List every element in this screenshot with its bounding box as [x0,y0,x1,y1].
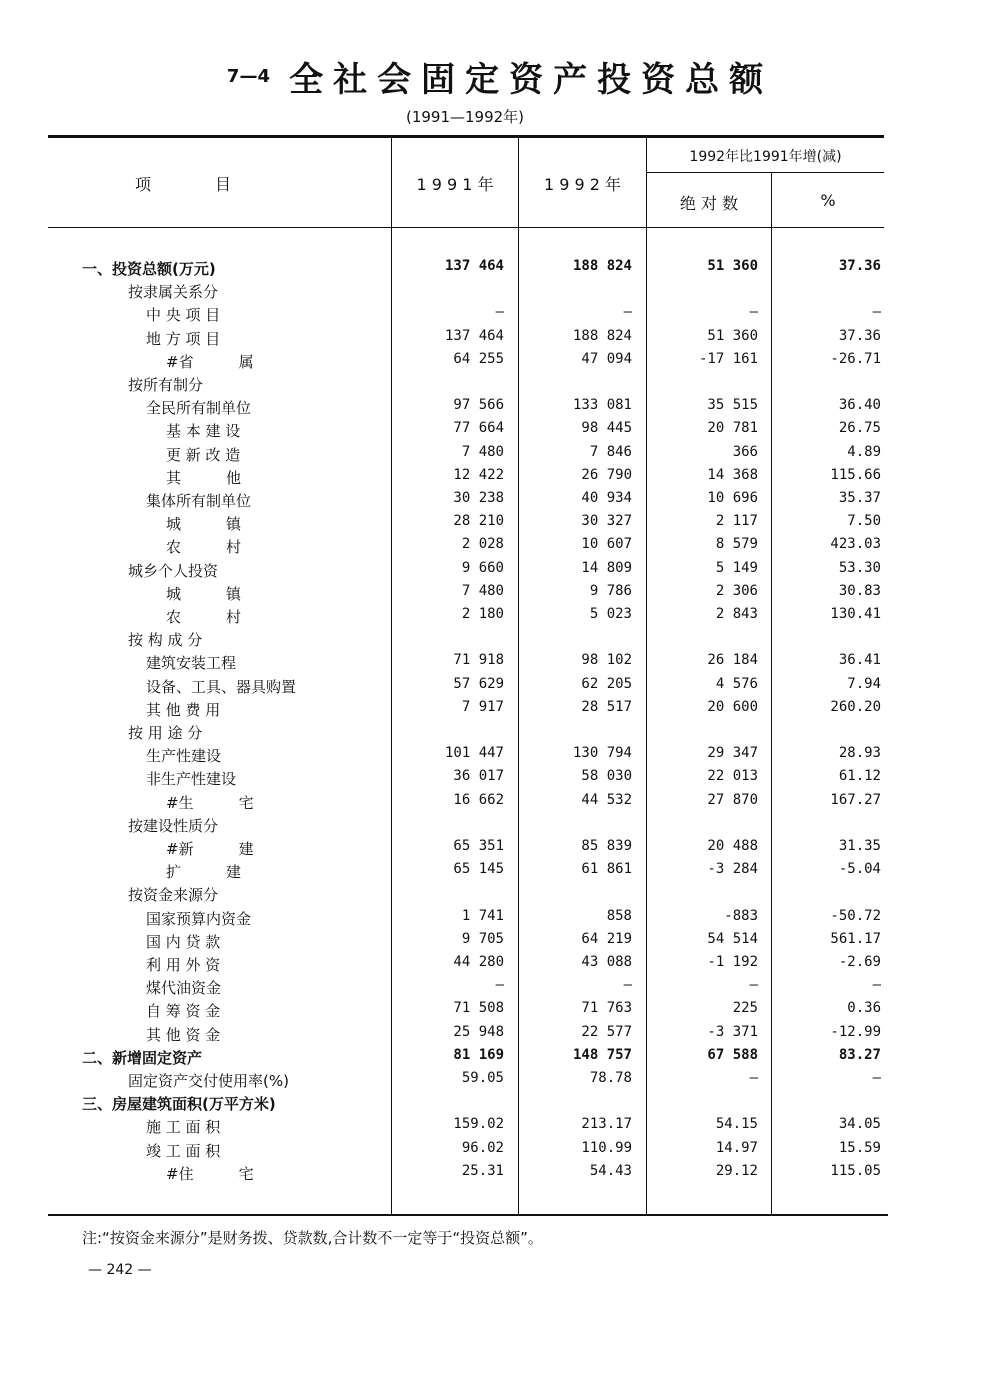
value-1992: 71 763 [581,1000,632,1017]
value-percent-change: 83.27 [838,1046,881,1063]
value-1991: 71 918 [453,652,504,669]
row-label: 其 他 资 金 [146,1025,221,1044]
table-row [0,1116,1000,1139]
table-row [0,1024,1000,1047]
value-percent-change: -12.99 [830,1023,881,1040]
row-label: 一、投资总额(万元) [82,260,216,278]
value-1992: 28 517 [581,698,632,715]
value-1991: 30 238 [453,490,504,506]
value-1992: 26 790 [581,466,632,483]
value-absolute-change: 20 488 [707,838,758,854]
table-title-text: 全社会固定资产投资总额 [289,60,774,100]
value-percent-change: 260.20 [830,698,881,715]
value-absolute-change: 67 588 [707,1046,758,1063]
row-label: 其 他 [166,468,242,487]
table-row [0,884,1000,907]
table-row [0,583,1000,606]
value-1992: — [623,304,632,321]
table-row [0,676,1000,699]
row-label: 扩 建 [166,863,242,882]
row-label: 农 村 [166,538,242,557]
value-1992: 7 846 [589,443,632,460]
value-percent-change: 36.41 [838,652,881,669]
value-percent-change: -26.71 [830,350,881,367]
header-bottom-rule [48,227,884,228]
row-label: 二、新增固定资产 [82,1048,203,1067]
table-row [0,536,1000,559]
value-1991: 9 705 [461,930,504,947]
table-row [0,467,1000,490]
table-note: 注:“按资金来源分”是财务拨、贷款数,合计数不一定等于“投资总额”。 [82,1229,543,1247]
value-absolute-change: 20 781 [707,420,758,437]
value-percent-change: 423.03 [830,536,881,553]
row-label: 城 镇 [166,515,242,534]
row-label: 按 构 成 分 [128,631,203,650]
value-absolute-change: 54 514 [707,930,758,947]
value-1991: 44 280 [453,954,504,970]
value-1991: — [495,977,504,994]
value-1991: — [495,304,504,321]
value-1992: 14 809 [581,559,632,576]
value-1991: 28 210 [453,513,504,530]
value-absolute-change: 225 [732,1000,758,1017]
value-1992: 44 532 [581,791,632,808]
page-number: — 242 — [88,1262,152,1278]
row-label: 全民所有制单位 [146,399,252,418]
value-1992: 110.99 [581,1139,632,1156]
value-percent-change: 31.35 [838,838,881,854]
table-row [0,745,1000,768]
table-row [0,838,1000,861]
row-label: 按隶属关系分 [128,283,219,302]
value-percent-change: 0.36 [847,1000,881,1017]
row-label: 基 本 建 设 [166,422,241,441]
table-row [0,351,1000,374]
value-1991: 7 480 [461,443,504,460]
value-absolute-change: 20 600 [707,698,758,715]
row-label: 施 工 面 积 [146,1118,221,1137]
table-row [0,815,1000,838]
value-1992: 40 934 [581,490,632,506]
value-percent-change: 130.41 [830,606,881,622]
value-percent-change: 28.93 [838,745,881,762]
table-row [0,1163,1000,1186]
value-1991: 7 480 [461,582,504,599]
value-1992: 188 824 [572,327,632,344]
table-row [0,397,1000,420]
table-row [0,374,1000,397]
value-percent-change: -50.72 [830,907,881,924]
value-absolute-change: 2 306 [715,582,758,599]
bottom-rule [48,1214,888,1216]
value-1991: 16 662 [453,791,504,808]
header-percent: % [820,191,836,210]
row-label: 更 新 改 造 [166,445,241,464]
value-absolute-change: 29 347 [707,745,758,762]
value-absolute-change: 4 576 [715,675,758,692]
row-label: 设备、工具、器具购置 [146,677,297,696]
header-item: 项 目 [135,175,232,194]
value-1991: 2 028 [461,536,504,553]
value-1992: 98 445 [581,420,632,437]
header-change: 1992年比1991年增(减) [689,149,842,165]
value-absolute-change: 51 360 [707,258,758,274]
value-1992: 47 094 [581,350,632,367]
value-percent-change: 34.05 [838,1116,881,1133]
value-percent-change: 37.36 [838,258,881,274]
value-percent-change: -5.04 [838,861,881,878]
value-1992: 858 [606,907,632,924]
row-label: 生产性建设 [146,747,222,766]
table-row [0,606,1000,629]
row-label: 其 他 费 用 [146,700,221,719]
value-percent-change: -2.69 [838,954,881,970]
row-label: 自 筹 资 金 [146,1002,221,1021]
value-absolute-change: -1 192 [707,954,758,970]
table-row [0,304,1000,327]
value-percent-change: 61.12 [838,768,881,785]
value-percent-change: 53.30 [838,559,881,576]
table-row [0,281,1000,304]
value-absolute-change: 22 013 [707,768,758,785]
table-row [0,629,1000,652]
row-label: 按建设性质分 [128,816,219,835]
value-1991: 25 948 [453,1023,504,1040]
value-absolute-change: 27 870 [707,791,758,808]
row-label: 建筑安装工程 [146,654,237,673]
table-row [0,420,1000,443]
value-1992: 64 219 [581,930,632,947]
value-1991: 71 508 [453,1000,504,1017]
value-absolute-change: -3 284 [707,861,758,878]
value-percent-change: 7.94 [847,675,881,692]
value-1991: 64 255 [453,350,504,367]
value-1992: 188 824 [572,258,632,274]
value-percent-change: — [872,1070,881,1086]
row-label: 按所有制分 [128,376,204,394]
value-percent-change: 115.66 [830,466,881,483]
value-percent-change: — [872,304,881,321]
value-1992: 43 088 [581,954,632,970]
value-1992: 148 757 [572,1046,632,1063]
change-header-rule [646,172,884,173]
value-1992: 58 030 [581,768,632,785]
value-percent-change: 15.59 [838,1139,881,1156]
row-label: 集体所有制单位 [146,492,252,510]
row-label: #省 属 [166,352,254,371]
row-label: 地 方 项 目 [146,329,221,348]
value-percent-change: — [872,977,881,994]
header-1991: 1 9 9 1 年 [416,175,494,194]
table-row [0,1047,1000,1070]
value-percent-change: 561.17 [830,930,881,947]
value-absolute-change: 10 696 [707,490,758,506]
row-label: #生 宅 [166,793,254,812]
value-1992: 85 839 [581,838,632,854]
table-row [0,861,1000,884]
row-label: 城 镇 [166,584,242,603]
row-label: 竣 工 面 积 [146,1141,221,1160]
value-1991: 137 464 [444,258,504,274]
value-1991: 57 629 [453,675,504,692]
table-number: 7—4 [226,66,270,87]
value-absolute-change: 35 515 [707,397,758,414]
value-1991: 2 180 [461,606,504,622]
value-1991: 77 664 [453,420,504,437]
row-label: #新 建 [166,840,254,858]
value-1991: 137 464 [444,327,504,344]
table-row [0,931,1000,954]
table-row [0,768,1000,791]
value-1991: 36 017 [453,768,504,785]
value-absolute-change: 54.15 [715,1116,758,1133]
value-percent-change: 30.83 [838,582,881,599]
row-label: 三、房屋建筑面积(万平方米) [82,1095,276,1114]
value-absolute-change: 5 149 [715,559,758,576]
table-row [0,444,1000,467]
header-absolute: 绝 对 数 [679,194,739,213]
table-row [0,954,1000,977]
value-1991: 96.02 [461,1139,504,1156]
row-label: 城乡个人投资 [128,561,219,580]
row-label: 利 用 外 资 [146,956,221,974]
value-absolute-change: 26 184 [707,652,758,669]
table-row [0,977,1000,1000]
value-1991: 97 566 [453,397,504,414]
row-label: 按 用 途 分 [128,724,203,742]
table-row [0,1140,1000,1163]
row-label: 国 内 贷 款 [146,932,221,951]
table-row [0,722,1000,745]
value-absolute-change: -3 371 [707,1023,758,1040]
top-rule [48,135,884,138]
table-row [0,1093,1000,1116]
value-absolute-change: — [749,977,758,994]
value-percent-change: 167.27 [830,791,881,808]
header-1992: 1 9 9 2 年 [543,175,622,194]
table-row [0,652,1000,675]
table-row [0,328,1000,351]
row-label: 中 央 项 目 [146,306,221,325]
value-percent-change: 37.36 [838,327,881,344]
row-label: 煤代油资金 [146,979,222,998]
table-title [0,52,1000,101]
value-percent-change: 35.37 [838,490,881,506]
value-1991: 25.31 [461,1162,504,1179]
value-1992: 54.43 [589,1162,632,1179]
table-row [0,908,1000,931]
row-label: 农 村 [166,608,242,626]
value-percent-change: 36.40 [838,397,881,414]
value-absolute-change: 14.97 [715,1139,758,1156]
value-absolute-change: 14 368 [707,466,758,483]
value-1992: 9 786 [589,582,632,599]
value-1991: 65 351 [453,838,504,854]
value-percent-change: 115.05 [830,1162,881,1179]
row-label: #住 宅 [166,1164,254,1183]
row-label: 国家预算内资金 [146,909,252,928]
value-1991: 7 917 [461,698,504,715]
value-1992: 133 081 [572,397,632,414]
value-absolute-change: -17 161 [698,350,758,367]
value-absolute-change: 8 579 [715,536,758,553]
value-1991: 101 447 [444,745,504,762]
value-1992: — [623,977,632,994]
value-1992: 61 861 [581,861,632,878]
value-1991: 59.05 [461,1070,504,1086]
value-absolute-change: 29.12 [715,1162,758,1179]
row-label: 固定资产交付使用率(%) [128,1072,289,1090]
value-1992: 30 327 [581,513,632,530]
value-percent-change: 4.89 [847,443,881,460]
table-row [0,699,1000,722]
table-row [0,513,1000,536]
row-label: 按资金来源分 [128,886,219,905]
value-1991: 159.02 [453,1116,504,1133]
value-absolute-change: — [749,1070,758,1086]
value-absolute-change: 366 [732,443,758,460]
value-1991: 9 660 [461,559,504,576]
value-1991: 12 422 [453,466,504,483]
value-1992: 22 577 [581,1023,632,1040]
value-1991: 81 169 [453,1046,504,1063]
table-row [0,1070,1000,1093]
value-1992: 78.78 [589,1070,632,1086]
value-absolute-change: 2 843 [715,606,758,622]
value-1992: 98 102 [581,652,632,669]
table-row [0,1000,1000,1023]
value-1992: 62 205 [581,675,632,692]
value-1991: 1 741 [461,907,504,924]
table-row [0,560,1000,583]
table-subtitle: (1991—1992年) [405,108,525,126]
value-absolute-change: 2 117 [715,513,758,530]
value-percent-change: 7.50 [847,513,881,530]
table-row [0,258,1000,281]
value-1992: 5 023 [589,606,632,622]
value-1992: 130 794 [572,745,632,762]
value-absolute-change: — [749,304,758,321]
row-label: 非生产性建设 [146,770,237,789]
table-row [0,792,1000,815]
value-absolute-change: 51 360 [707,327,758,344]
value-1991: 65 145 [453,861,504,878]
table-row [0,490,1000,513]
value-1992: 10 607 [581,536,632,553]
value-absolute-change: -883 [724,907,758,924]
value-percent-change: 26.75 [838,420,881,437]
value-1992: 213.17 [581,1116,632,1133]
